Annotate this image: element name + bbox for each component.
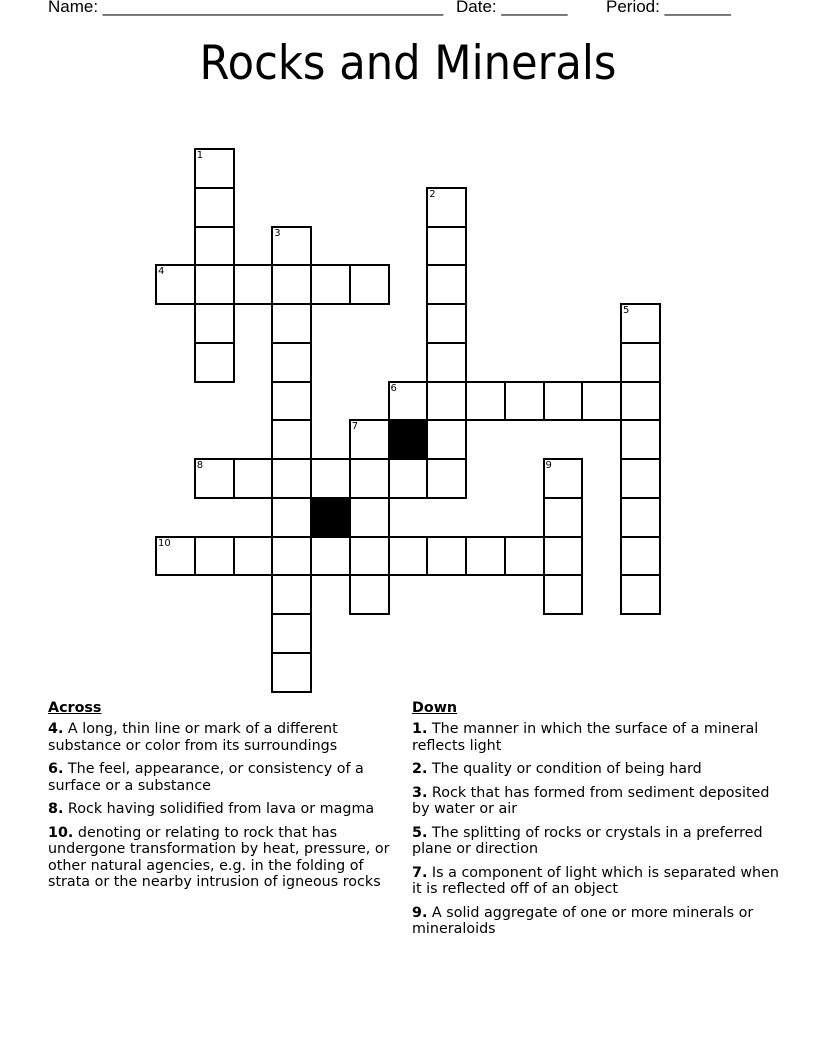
crossword-cell[interactable] xyxy=(194,303,235,344)
crossword-cell[interactable] xyxy=(271,574,312,615)
crossword-cell[interactable] xyxy=(349,574,390,615)
crossword-cell[interactable] xyxy=(620,342,661,383)
crossword-cell[interactable] xyxy=(194,187,235,228)
crossword-cell[interactable] xyxy=(426,264,467,305)
crossword-cell[interactable] xyxy=(271,303,312,344)
crossword-cell[interactable] xyxy=(194,148,235,189)
crossword-cell[interactable] xyxy=(426,187,467,228)
clue-across-8: 8. Rock having solidified from lava or magma xyxy=(48,801,375,817)
crossword-cell[interactable] xyxy=(620,536,661,577)
crossword-cell[interactable] xyxy=(543,497,584,538)
crossword-cell[interactable] xyxy=(543,381,584,422)
clue-number: 7 xyxy=(351,421,359,433)
clue-number: 6 xyxy=(390,382,397,394)
crossword-cell[interactable] xyxy=(349,536,390,577)
crossword-cell[interactable] xyxy=(620,497,661,538)
crossword-cell[interactable] xyxy=(194,226,235,267)
name-field[interactable]: Name: ____________________________________ xyxy=(48,0,444,16)
crossword-cell[interactable] xyxy=(426,226,467,267)
clue-across-10: 10. denoting or relating to rock that has undergone transformation by heat, pressure, or other natural agencies, e.g. in the folding of strata or the nearby intrusion of igneous rocks xyxy=(48,824,390,890)
crossword-cell[interactable] xyxy=(620,381,661,422)
clue-down-3: 3. Rock that has formed from sediment deposited by water or air xyxy=(412,784,770,817)
clue-down-9: 9. A solid aggregate of one or more minerals or mineraloids xyxy=(412,904,754,937)
period-field[interactable]: Period: _______ xyxy=(606,0,731,16)
crossword-cell[interactable] xyxy=(426,303,467,344)
crossword-cell[interactable] xyxy=(233,458,274,499)
crossword-cell[interactable] xyxy=(310,458,351,499)
crossword-cell[interactable] xyxy=(504,381,545,422)
crossword-cell[interactable] xyxy=(620,458,661,499)
crossword-cell[interactable] xyxy=(543,574,584,615)
crossword-cell[interactable] xyxy=(504,536,545,577)
clue-down-2: 2. The quality or condition of being hard xyxy=(412,761,702,777)
crossword-cell[interactable] xyxy=(194,536,235,577)
page-title: Rocks and Minerals xyxy=(199,36,617,91)
crossword-cell[interactable] xyxy=(194,458,235,499)
clue-number: 9 xyxy=(545,460,552,471)
crossword-cell[interactable] xyxy=(426,536,467,577)
crossword-cell[interactable] xyxy=(349,419,390,460)
crossword-cell[interactable] xyxy=(310,264,351,305)
clue-across-4: 4. A long, thin line or mark of a different substance or color from its surroundings xyxy=(48,721,338,754)
crossword-cell[interactable] xyxy=(271,264,312,305)
crossword-cell[interactable] xyxy=(349,458,390,499)
crossword-cell[interactable] xyxy=(271,381,312,422)
across-clues xyxy=(48,700,398,898)
crossword-cell[interactable] xyxy=(271,536,312,577)
crossword-cell[interactable] xyxy=(388,458,429,499)
across-heading: Across xyxy=(48,700,102,716)
down-heading: Down xyxy=(412,700,458,716)
black-cell xyxy=(310,497,351,538)
crossword-cell[interactable] xyxy=(155,536,196,577)
crossword-cell[interactable] xyxy=(233,264,274,305)
crossword-cell[interactable] xyxy=(194,264,235,305)
crossword-cell[interactable] xyxy=(465,381,506,422)
clue-across-6: 6. The feel, appearance, or consistency of a surface or a substance xyxy=(48,761,364,794)
crossword-cell[interactable] xyxy=(155,264,196,305)
crossword-cell[interactable] xyxy=(271,226,312,267)
crossword-cell[interactable] xyxy=(388,381,429,422)
crossword-cell[interactable] xyxy=(426,419,467,460)
crossword-cell[interactable] xyxy=(349,497,390,538)
crossword-cell[interactable] xyxy=(310,536,351,577)
clue-number: 8 xyxy=(196,460,204,471)
clue-number: 5 xyxy=(623,305,630,316)
clue-down-7: 7. Is a component of light which is separated when it is reflected off of an object xyxy=(412,864,779,897)
clue-down-5: 5. The splitting of rocks or crystals in a preferred plane or direction xyxy=(412,824,763,857)
crossword-cell[interactable] xyxy=(426,458,467,499)
clue-number: 2 xyxy=(429,188,436,200)
crossword-cell[interactable] xyxy=(194,342,235,383)
clue-number: 1 xyxy=(196,150,204,161)
crossword-cell[interactable] xyxy=(271,497,312,538)
crossword-cell[interactable] xyxy=(620,574,661,615)
crossword-cell[interactable] xyxy=(271,419,312,460)
crossword-cell[interactable] xyxy=(349,264,390,305)
black-cell xyxy=(388,419,429,460)
crossword-cell[interactable] xyxy=(543,458,584,499)
crossword-cell[interactable] xyxy=(426,342,467,383)
crossword-cell[interactable] xyxy=(620,303,661,344)
crossword-cell[interactable] xyxy=(271,458,312,499)
crossword-cell[interactable] xyxy=(271,652,312,693)
crossword-cell[interactable] xyxy=(426,381,467,422)
clue-down-1: 1. The manner in which the surface of a mineral reflects light xyxy=(412,721,759,754)
crossword-cell[interactable] xyxy=(581,381,622,422)
clue-number: 4 xyxy=(158,266,165,278)
clue-number: 3 xyxy=(274,227,281,239)
crossword-cell[interactable] xyxy=(271,613,312,654)
crossword-cell[interactable] xyxy=(543,536,584,577)
crossword-cell[interactable] xyxy=(620,419,661,460)
down-clues xyxy=(412,700,782,945)
clue-number: 10 xyxy=(158,537,171,549)
crossword-cell[interactable] xyxy=(271,342,312,383)
crossword-cell[interactable] xyxy=(465,536,506,577)
crossword-cell[interactable] xyxy=(233,536,274,577)
date-field[interactable]: Date: _______ xyxy=(456,0,568,16)
crossword-cell[interactable] xyxy=(388,536,429,577)
